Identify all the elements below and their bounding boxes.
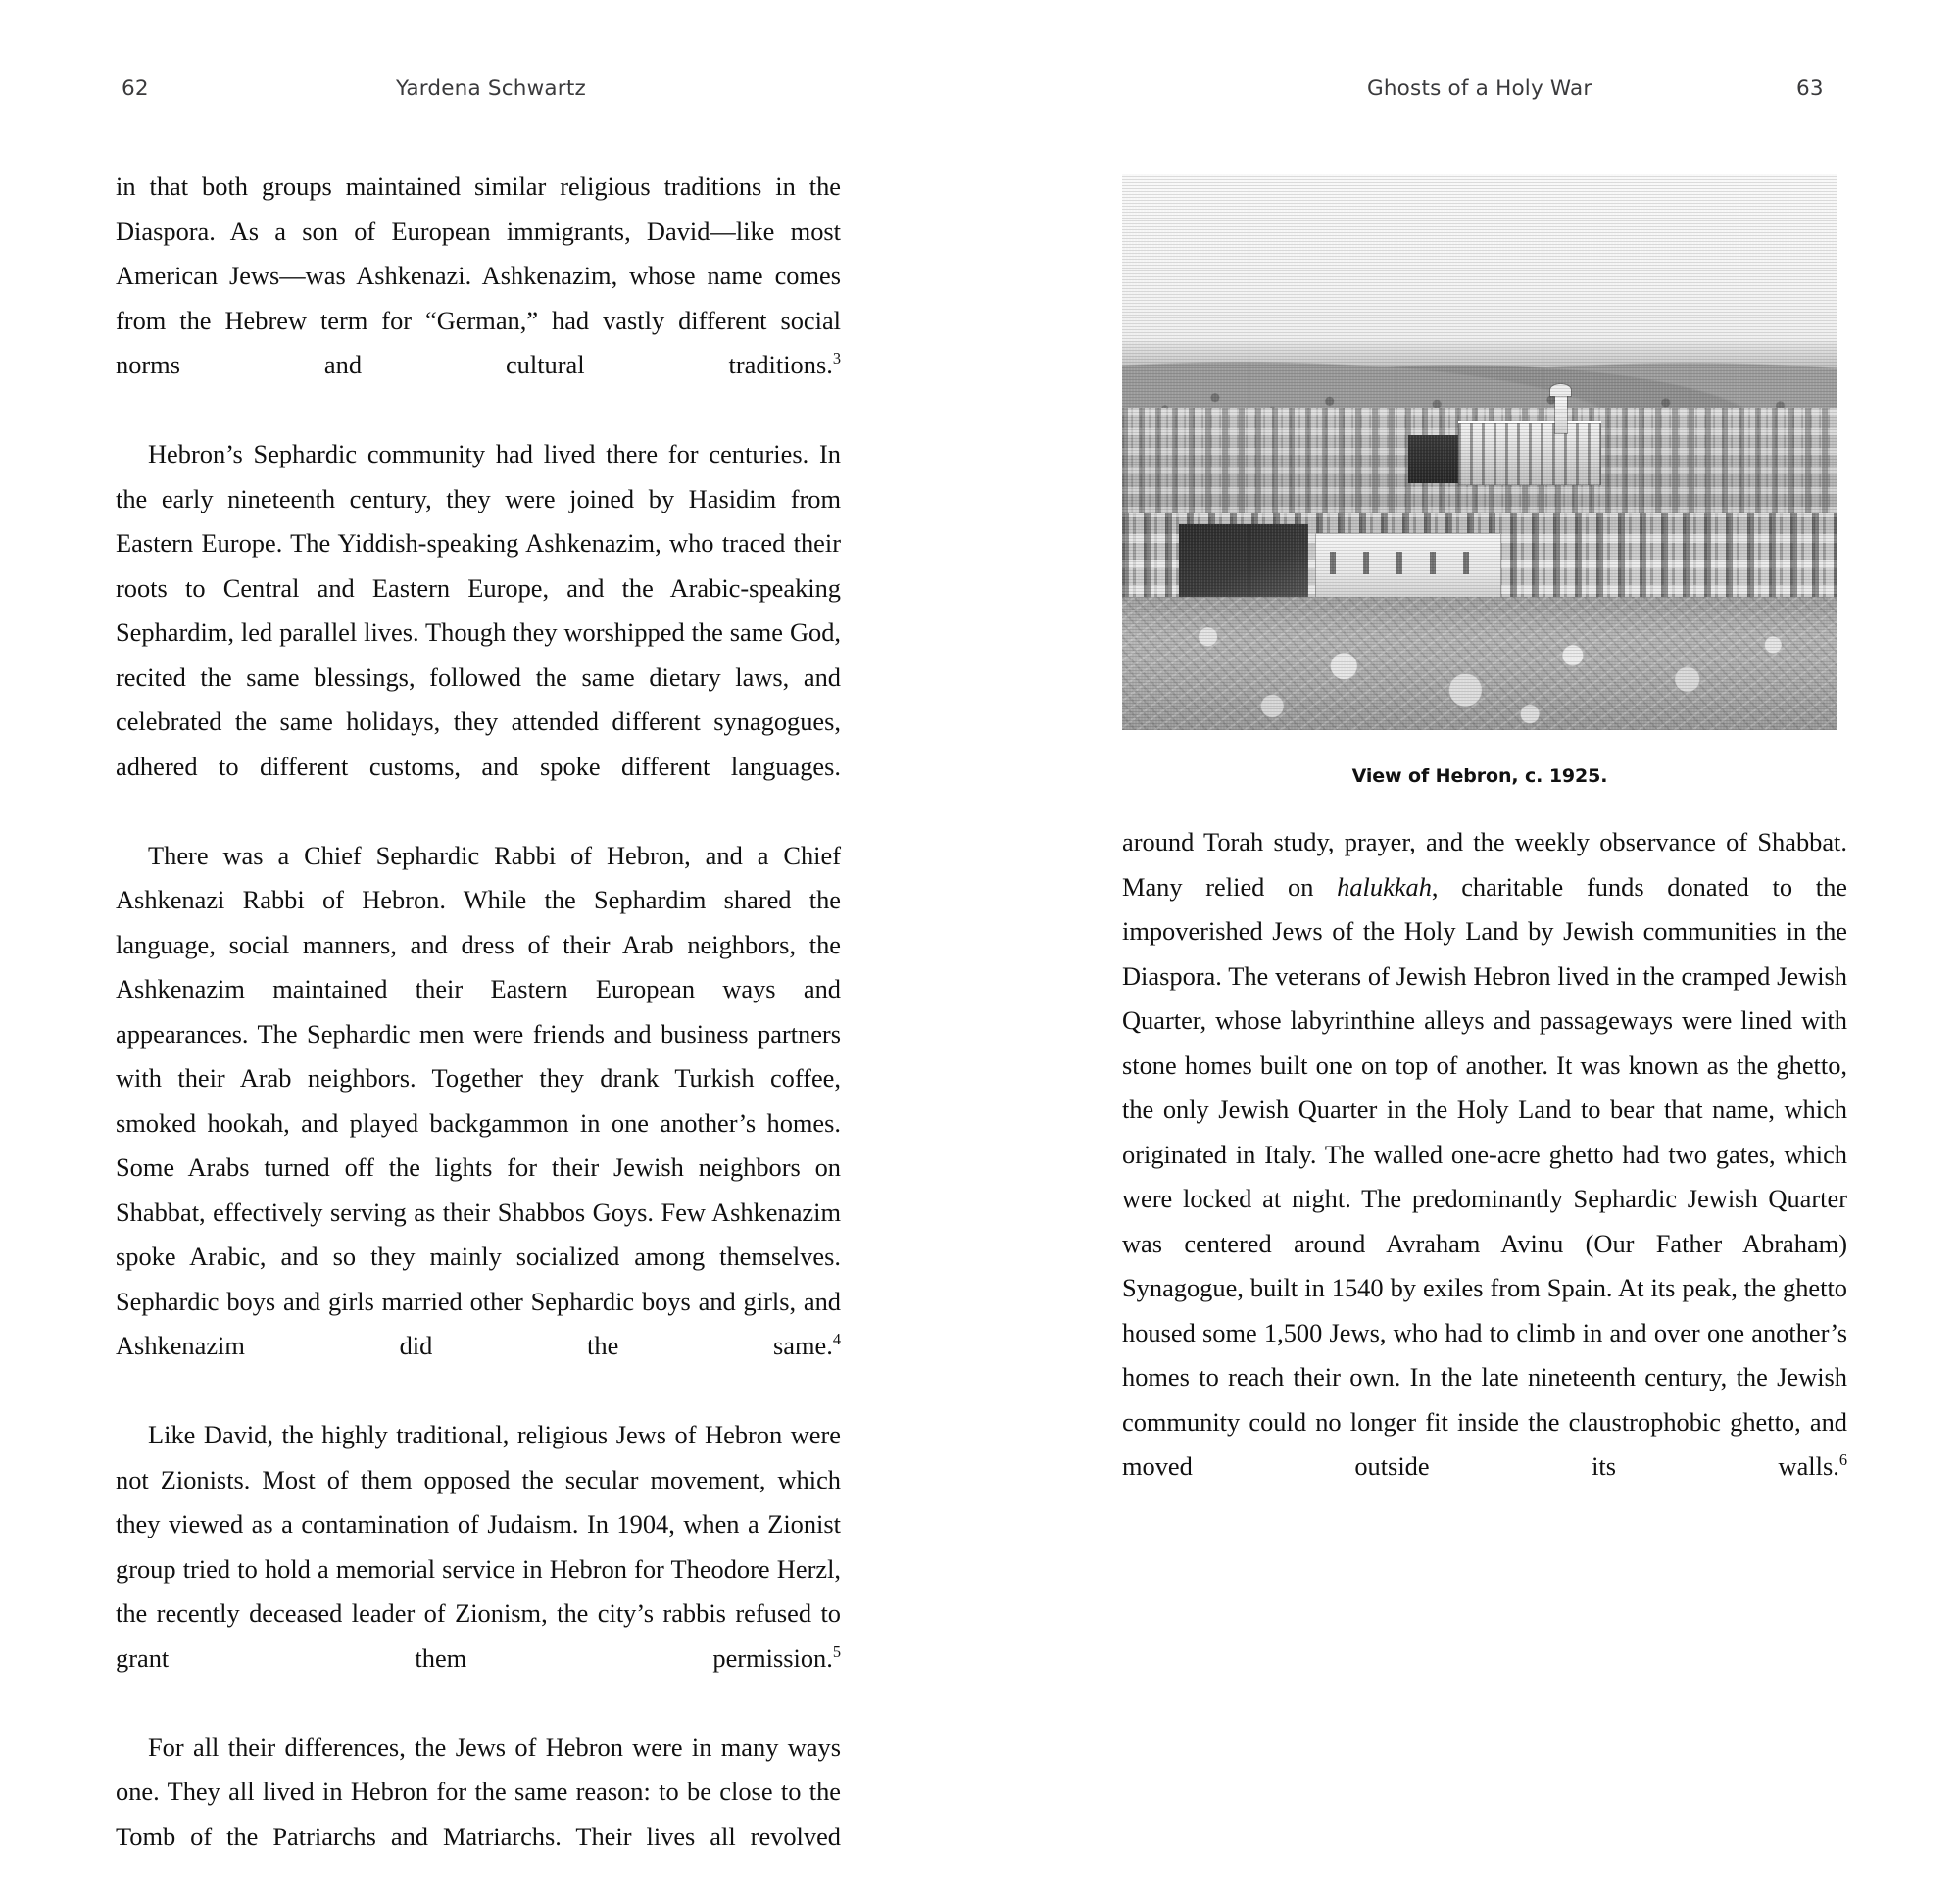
italic-term: halukkah [1337, 871, 1432, 902]
hebron-figure [1122, 174, 1838, 787]
right-page-folio: 63 [1796, 76, 1824, 101]
footnote-marker: 3 [832, 349, 841, 368]
hebron-photograph [1122, 174, 1838, 730]
left-page-running-head: Yardena Schwartz [396, 76, 586, 101]
left-paragraph-3: There was a Chief Sephardic Rabbi of Hebron, and a Chief Ashkenazi Rabbi of Hebron. While the Sephardim shared the language, social manners, and dress of their Arab neighbors, the Ashkenazim maintained their Eastern European ways and appearances. The Sephardic men were friends and business partners with their Arab neighbors. Together they drank Turkish coffee, smoked hookah, and played backgammon in one another’s homes. Some Arabs turned off the lights for their Jewish neighbors on Shabbat, effectively serving as their Shabbos Goys. Few Ashkenazim spoke Arabic, and so they mainly socialized among themselves. Sephardic boys and girls married other Sephardic boys and girls, and Ashkenazim did the same.$^4$ [116, 840, 841, 1360]
footnote-marker: 6 [1838, 1450, 1847, 1470]
photo-tomb-of-the-patriarchs [1458, 421, 1601, 484]
photo-large-stone-house [1315, 533, 1501, 600]
figure-caption: View of Hebron, c. 1925. [1351, 765, 1608, 787]
left-paragraph-5: For all their differences, the Jews of Hebron were in many ways one. They all lived in Hebron for the same reason: to be close to the Tomb of the Patriarchs and Matriarchs. Their lives all revolved [116, 1732, 841, 1851]
footnote-marker: 4 [832, 1330, 841, 1349]
photo-dark-ruin-mass [1179, 524, 1307, 597]
left-paragraph-1: in that both groups maintained similar religious traditions in the Diaspora. As a son of European immigrants, David—like most American Jews—was Ashkenazi. Ashkenazim, whose name comes from the Hebrew term for “German,” had vastly different social norms and cultural traditions.$^3$ [116, 171, 841, 379]
right-page-body-text [1122, 820, 1847, 1534]
right-page-running-head: Ghosts of a Holy War [1367, 76, 1592, 101]
right-page-column [1122, 820, 1847, 1534]
left-page-folio: 62 [122, 76, 149, 101]
left-paragraph-2: Hebron’s Sephardic community had lived there for centuries. In the early nineteenth century, they were joined by Hasidim from Eastern Europe. The Yiddish-speaking Ashkenazim, who traced their roots to Central and Eastern Europe, and the Arabic-speaking Sephardim, led parallel lives. Though they worshipped the same God, recited the same blessings, followed the same dietary laws, and celebrated the same holidays, they attended different synagogues, adhered to different customs, and spoke different languages. [116, 439, 841, 781]
photo-rocky-foreground [1122, 597, 1838, 730]
left-page-column [116, 165, 841, 1904]
right-paragraph-1: around Torah study, prayer, and the weekly observance of Shabbat. Many relied on halukkah, charitable funds donated to the impoverished Jews of the Holy Land by Jewish communities in the Diaspora. The veterans of Jewish Hebron lived in the cramped Jewish Quarter, whose labyrinthine alleys and passageways were lined with stone homes built one on top of another. It was known as the ghetto, the only Jewish Quarter in the Holy Land to bear that name, which originated in Italy. The walled one-acre ghetto had two gates, which were locked at night. The predominantly Sephardic Jewish Quarter was centered around Avraham Avinu (Our Father Abraham) Synagogue, built in 1540 by exiles from Spain. At its peak, the ghetto housed some 1,500 Jews, who had to climb in and over one another’s homes to reach their own. In the late nineteenth century, the Jewish community could no longer fit inside the claustrophobic ghetto, and moved outside its walls.$^6$ [1122, 827, 1848, 1481]
footnote-marker: 5 [832, 1641, 841, 1661]
photo-minaret [1555, 394, 1567, 433]
left-page-body-text [116, 165, 841, 1904]
photo-scene [1122, 174, 1838, 730]
left-paragraph-4: Like David, the highly traditional, religious Jews of Hebron were not Zionists. Most of them opposed the secular movement, which they viewed as a contamination of Judaism. In 1904, when a Zionist group tried to hold a memorial service in Hebron for Theodore Herzl, the recently deceased leader of Zionism, the city’s rabbis refused to grant them permission.$^5$ [116, 1420, 841, 1673]
